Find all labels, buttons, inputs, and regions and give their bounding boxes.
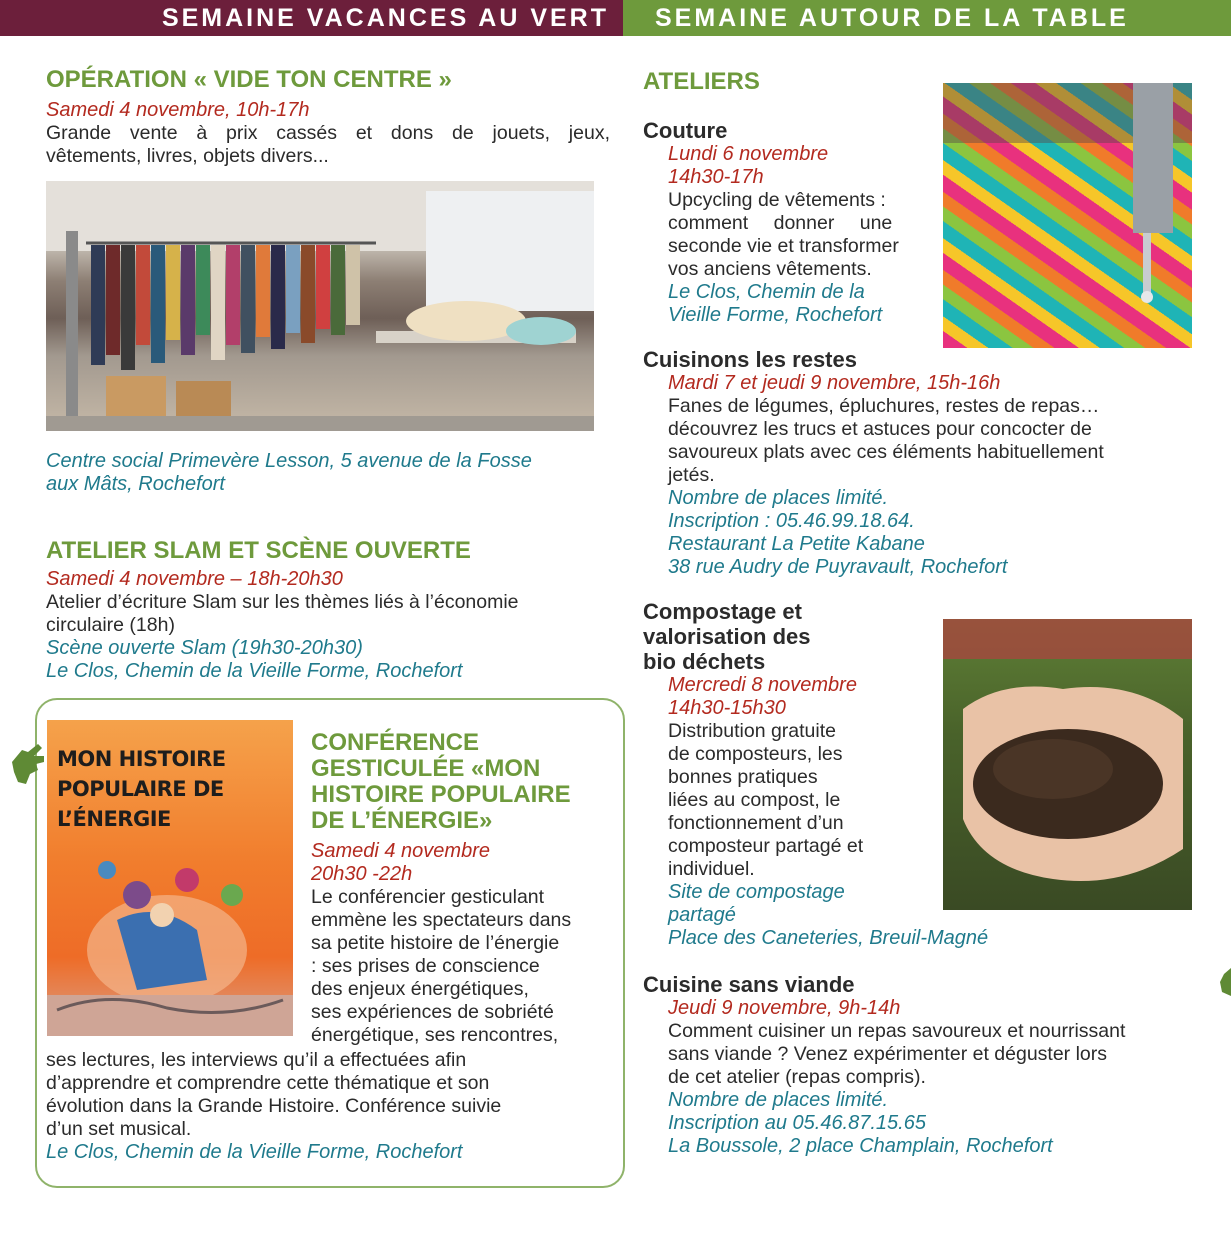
location-line: Scène ouverte Slam (19h30-20h30) bbox=[46, 637, 363, 659]
compost-title-line: Compostage et bbox=[643, 599, 802, 624]
poster-title: MON HISTOIRE POPULAIRE DE L’ÉNERGIE bbox=[57, 747, 226, 831]
location-line: 38 rue Audry de Puyravault, Rochefort bbox=[668, 556, 1008, 578]
vide-ton-centre-date: Samedi 4 novembre, 10h-17h bbox=[46, 99, 310, 121]
location-line: Place des Caneteries, Breuil-Magné bbox=[668, 927, 989, 949]
band-vacances-au-vert: SEMAINE VACANCES AU VERT bbox=[0, 0, 623, 36]
desc-line: ses lectures, les interviews qu’il a effectuées afin bbox=[46, 1049, 467, 1071]
location-line: Nombre de places limité. bbox=[668, 1089, 889, 1111]
conference-location: Le Clos, Chemin de la Vieille Forme, Rochefort bbox=[46, 1141, 463, 1163]
restes-section bbox=[643, 347, 1213, 579]
location-line: Restaurant La Petite Kabane bbox=[668, 533, 925, 555]
conference-description-wide bbox=[46, 1049, 610, 1164]
slam-section bbox=[46, 538, 610, 683]
slam-title: ATELIER SLAM ET SCÈNE OUVERTE bbox=[46, 537, 471, 564]
sans-viande-section bbox=[643, 972, 1213, 1158]
location-line: Nombre de places limité. bbox=[668, 487, 889, 509]
conference-description-narrow bbox=[311, 886, 611, 1047]
desc-line: Comment cuisiner un repas savoureux et nourrissant bbox=[668, 1020, 1126, 1042]
conference-title-line: HISTOIRE POPULAIRE bbox=[311, 781, 571, 808]
desc-line: liées au compost, le bbox=[668, 789, 841, 811]
desc-line: savoureux plats avec ces éléments habituellement bbox=[668, 441, 1104, 463]
compost-title-line: valorisation des bbox=[643, 624, 811, 649]
compost-illustration bbox=[943, 619, 1192, 910]
band-autour-de-la-table: SEMAINE AUTOUR DE LA TABLE bbox=[623, 0, 1231, 36]
location-line: aux Mâts, Rochefort bbox=[46, 473, 225, 495]
desc-line: jetés. bbox=[668, 464, 715, 486]
vide-ton-centre-location bbox=[46, 450, 610, 496]
location-line: Le Clos, Chemin de la Vieille Forme, Rochefort bbox=[46, 660, 463, 682]
desc-line: des enjeux énergétiques, bbox=[311, 978, 529, 1000]
location-line: Vieille Forme, Rochefort bbox=[668, 304, 883, 326]
sans-viande-title: Cuisine sans viande bbox=[643, 972, 855, 997]
energie-poster bbox=[47, 720, 293, 1036]
desc-line: composteur partagé et bbox=[668, 835, 864, 857]
desc-line: bonnes pratiques bbox=[668, 766, 818, 788]
desc-line: individuel. bbox=[668, 858, 755, 880]
couture-date-line: Lundi 6 novembre bbox=[668, 143, 829, 165]
clothing-sale-photo bbox=[46, 181, 594, 431]
location-line: Centre social Primevère Lesson, 5 avenue de la Fosse bbox=[46, 450, 532, 472]
desc-line: ses expériences de sobriété bbox=[311, 1001, 554, 1023]
couture-title: Couture bbox=[643, 118, 728, 143]
desc-line: sa petite histoire de l’énergie bbox=[311, 932, 560, 954]
poster-illustration bbox=[47, 720, 293, 1036]
location-line: Le Clos, Chemin de la bbox=[668, 281, 865, 303]
desc-line: vos anciens vêtements. bbox=[668, 258, 872, 280]
desc-line: seconde vie et transformer bbox=[668, 235, 899, 257]
desc-line: Atelier d’écriture Slam sur les thèmes liés à l’économie bbox=[46, 591, 519, 613]
slam-date: Samedi 4 novembre – 18h-20h30 bbox=[46, 568, 343, 590]
desc-line: vêtements, livres, objets divers... bbox=[46, 145, 329, 167]
conference-date-line: Samedi 4 novembre bbox=[311, 840, 490, 862]
desc-line: Distribution gratuite bbox=[668, 720, 836, 742]
location-line: Site de compostage bbox=[668, 881, 845, 903]
sans-viande-date: Jeudi 9 novembre, 9h-14h bbox=[668, 997, 901, 1019]
desc-line: de cet atelier (repas compris). bbox=[668, 1066, 926, 1088]
desc-line: Grande vente à prix cassés et dons de jouets, jeux, bbox=[46, 122, 610, 144]
conference-header bbox=[311, 730, 611, 1047]
ateliers-heading-block bbox=[643, 69, 943, 95]
desc-line: comment donner une bbox=[668, 212, 893, 234]
clothing-sale-illustration bbox=[46, 181, 594, 431]
restes-title: Cuisinons les restes bbox=[643, 347, 857, 372]
location-line: Inscription au 05.46.87.15.65 bbox=[668, 1112, 926, 1134]
desc-line: découvrez les trucs et astuces pour concocter de bbox=[668, 418, 1092, 440]
desc-line: Upcycling de vêtements : bbox=[668, 189, 886, 211]
desc-line: fonctionnement d’un bbox=[668, 812, 844, 834]
location-line: La Boussole, 2 place Champlain, Rochefort bbox=[668, 1135, 1053, 1157]
desc-line: de composteurs, les bbox=[668, 743, 843, 765]
ateliers-heading: ATELIERS bbox=[643, 68, 760, 95]
desc-line: d’apprendre et comprendre cette thématique et son bbox=[46, 1072, 490, 1094]
desc-line: énergétique, ses rencontres, bbox=[311, 1024, 559, 1046]
location-line: Inscription : 05.46.99.18.64. bbox=[668, 510, 915, 532]
location-line: partagé bbox=[668, 904, 736, 926]
compost-section bbox=[643, 599, 989, 950]
desc-line: : ses prises de conscience bbox=[311, 955, 540, 977]
desc-line: sans viande ? Venez expérimenter et déguster lors bbox=[668, 1043, 1108, 1065]
sewing-machine-illustration bbox=[943, 83, 1192, 348]
vide-ton-centre-section bbox=[46, 67, 610, 168]
desc-line: d’un set musical. bbox=[46, 1118, 192, 1140]
desc-line: emmène les spectateurs dans bbox=[311, 909, 572, 931]
compost-hands-photo bbox=[943, 619, 1192, 910]
conference-title-line: CONFÉRENCE bbox=[311, 729, 480, 756]
couture-date-line: 14h30-17h bbox=[668, 166, 764, 188]
compost-date-line: Mercredi 8 novembre bbox=[668, 674, 857, 696]
vide-ton-centre-description bbox=[46, 122, 610, 168]
compost-title-line: bio déchets bbox=[643, 649, 766, 674]
pointing-hand-icon bbox=[8, 740, 48, 786]
conference-title-line: DE L’ÉNERGIE» bbox=[311, 807, 493, 834]
pointing-hand-icon-right bbox=[1216, 964, 1231, 1000]
vide-ton-centre-title: OPÉRATION « VIDE TON CENTRE » bbox=[46, 66, 452, 93]
compost-date-line: 14h30-15h30 bbox=[668, 697, 786, 719]
restes-date: Mardi 7 et jeudi 9 novembre, 15h-16h bbox=[668, 372, 1001, 394]
fabric-sewing-photo bbox=[943, 83, 1192, 348]
couture-section bbox=[643, 118, 933, 327]
desc-line: Le conférencier gesticulant bbox=[311, 886, 545, 908]
conference-title-line: GESTICULÉE «MON bbox=[311, 755, 541, 782]
desc-line: évolution dans la Grande Histoire. Conférence suivie bbox=[46, 1095, 502, 1117]
conference-date-line: 20h30 -22h bbox=[311, 863, 413, 885]
desc-line: Fanes de légumes, épluchures, restes de repas… bbox=[668, 395, 1100, 417]
desc-line: circulaire (18h) bbox=[46, 614, 175, 636]
